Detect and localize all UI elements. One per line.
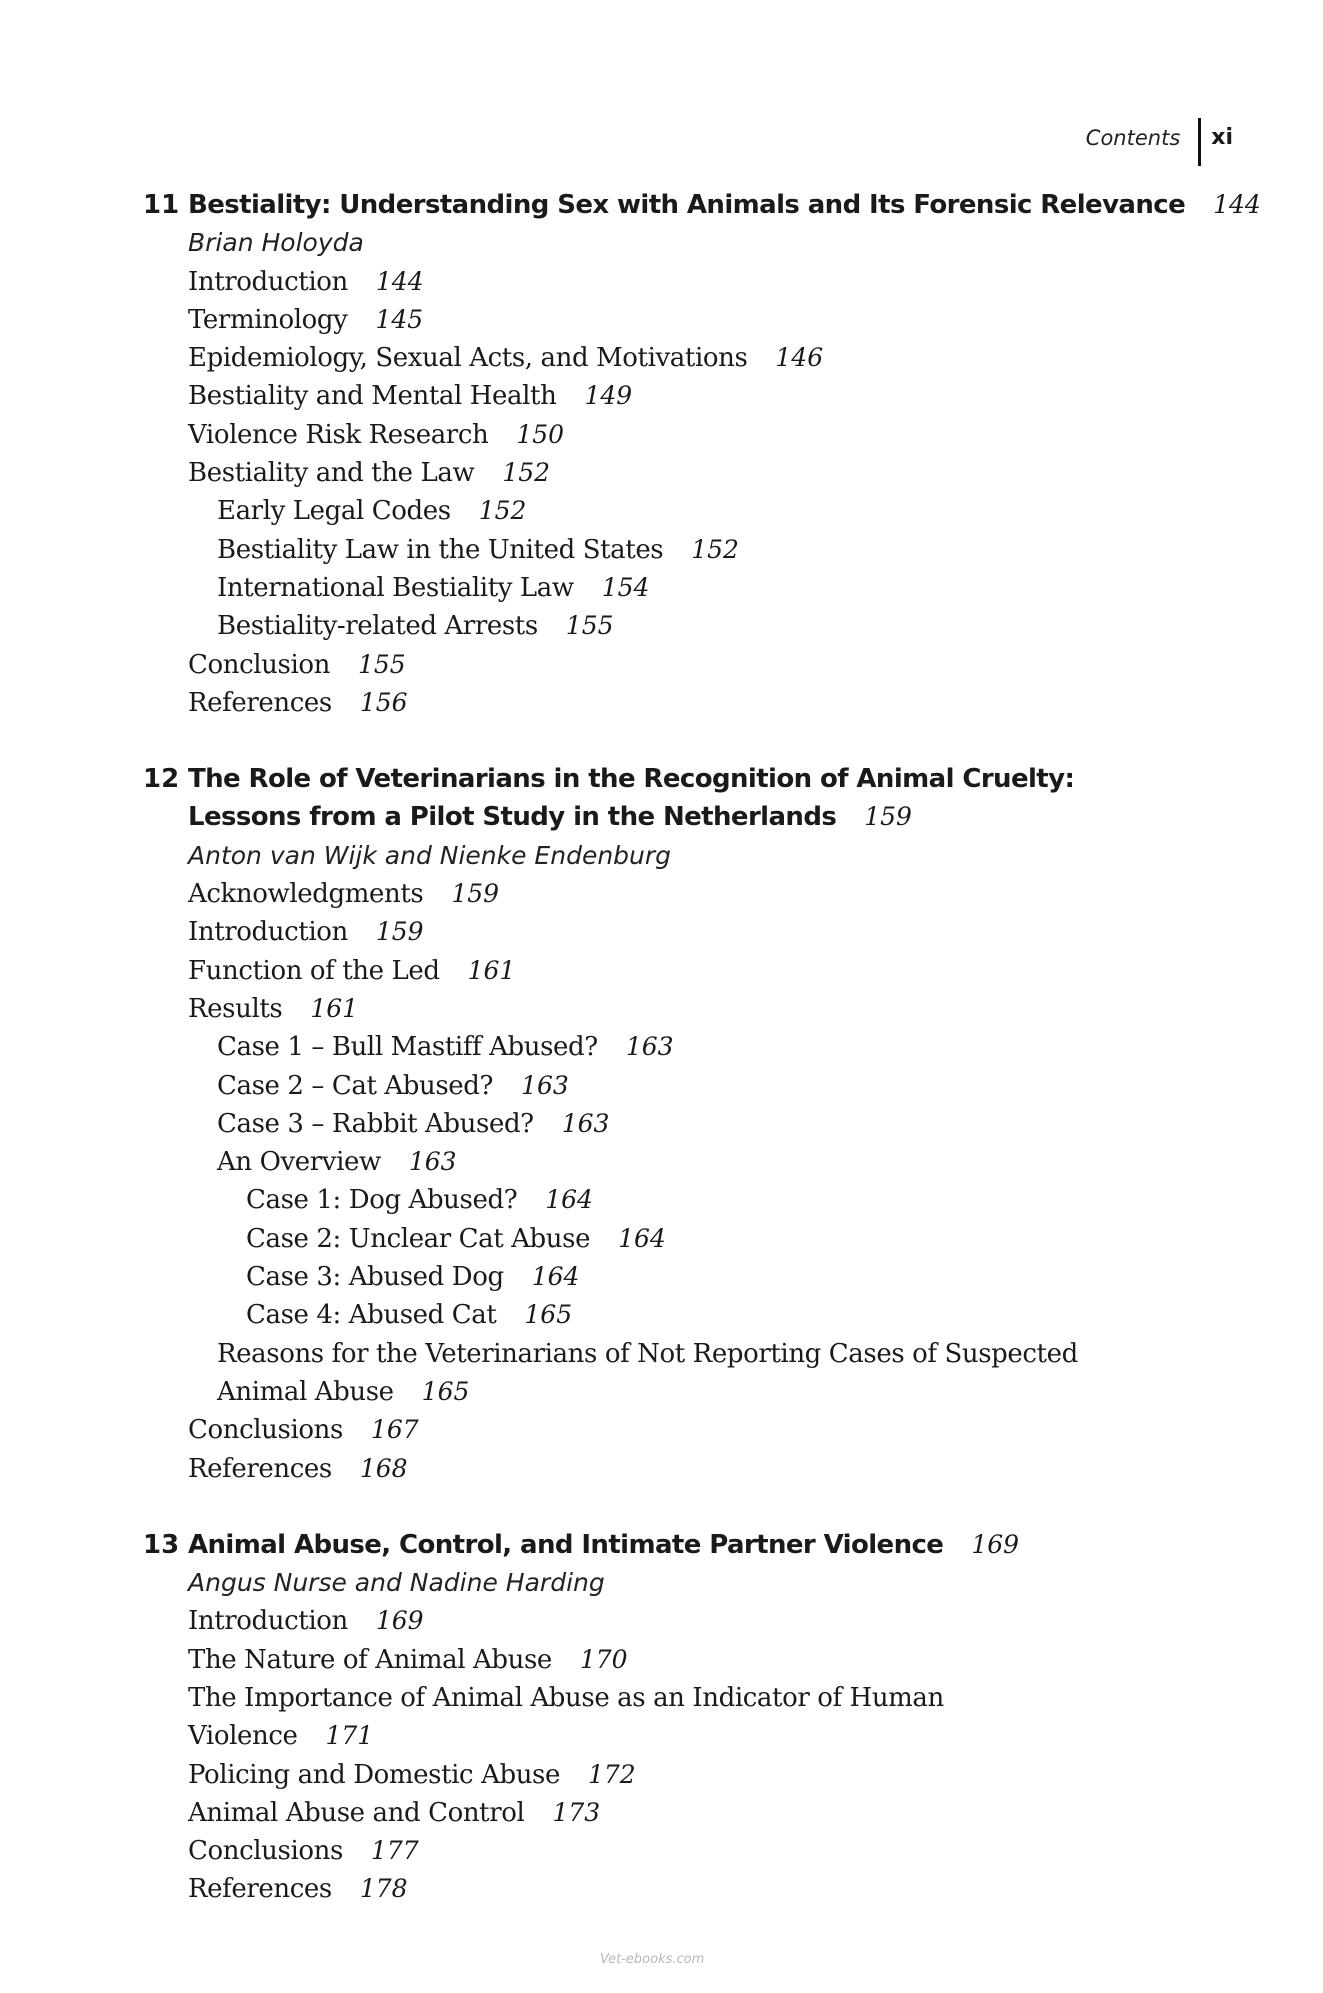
toc-entry-line [0, 1335, 1323, 1373]
running-head [1086, 118, 1233, 166]
chapter-number: 12 [143, 764, 180, 795]
toc-entry-line [0, 952, 1323, 990]
toc-entry-page-number: 163 [625, 1032, 674, 1062]
chapter-author-line [0, 837, 1323, 875]
toc-entry-page-number: 156 [359, 687, 408, 717]
toc-entry-title: Introduction [188, 266, 348, 297]
toc-entry-line [0, 607, 1323, 645]
toc-entry-page-number: 144 [375, 266, 424, 296]
toc-entry-line [0, 1450, 1323, 1488]
toc-entry-line [0, 569, 1323, 607]
toc-entry-title: Case 3: Abused Dog [246, 1262, 504, 1293]
chapter-title[interactable] [188, 798, 912, 836]
toc-entry-line [0, 1181, 1323, 1219]
toc-entry[interactable] [188, 646, 406, 684]
toc-entry-page-number: 163 [561, 1108, 610, 1138]
toc-entry-title: Results [188, 993, 283, 1024]
toc-entry[interactable] [217, 492, 526, 530]
toc-entry-page-number: 152 [478, 496, 527, 526]
toc-entry[interactable] [217, 569, 649, 607]
toc-entry-title: Case 2 – Cat Abused? [217, 1070, 494, 1101]
chapter-author-line [0, 224, 1323, 262]
toc-entry-line [0, 1602, 1323, 1640]
chapter-number: 13 [143, 1529, 180, 1560]
toc-entry-title: Early Legal Codes [217, 496, 451, 527]
toc-entry-title: Case 1 – Bull Mastiff Abused? [217, 1032, 598, 1063]
toc-entry-title: The Importance of Animal Abuse as an Indicator of Human [188, 1682, 944, 1713]
chapter-author-line [0, 1564, 1323, 1602]
toc-entry[interactable] [188, 1870, 408, 1908]
chapter-number: 11 [143, 190, 180, 220]
toc-entry[interactable] [217, 1335, 1078, 1373]
toc-entry-title: Case 4: Abused Cat [246, 1300, 497, 1331]
toc-entry-page-number: 161 [467, 955, 516, 985]
toc-entry-line [0, 492, 1323, 530]
toc-entry-page-number: 164 [545, 1185, 593, 1215]
toc-entry-title: Function of the Led [188, 955, 440, 986]
toc-entry-title: Reasons for the Veterinarians of Not Reporting Cases of Suspected [217, 1338, 1078, 1369]
toc-entry-title: References [188, 1874, 332, 1905]
toc-entry[interactable] [188, 1717, 373, 1755]
toc-entry[interactable] [246, 1296, 572, 1334]
toc-entry-page-number: 155 [357, 649, 406, 679]
toc-entry-line [0, 1411, 1323, 1449]
chapter-title[interactable] [188, 1526, 1019, 1564]
chapter-title-text: Bestiality: Understanding Sex with Animals and Its Forensic Relevance [188, 190, 1186, 220]
toc-entry-line [0, 1220, 1323, 1258]
toc-entry-page-number: 170 [579, 1644, 628, 1674]
toc-entry-line [0, 1143, 1323, 1181]
toc-entry-title: Conclusions [188, 1415, 343, 1446]
toc-entry-page-number: 155 [565, 611, 614, 641]
chapter-author: Brian Holoyda [188, 228, 364, 258]
table-of-contents [0, 186, 1323, 1947]
toc-entry-line [0, 990, 1323, 1028]
toc-entry-title: Introduction [188, 917, 348, 948]
toc-entry-line [0, 263, 1323, 301]
toc-entry-page-number: 173 [552, 1797, 601, 1827]
toc-entry-page-number: 164 [618, 1223, 666, 1253]
toc-entry-line [0, 1832, 1323, 1870]
toc-entry-line [0, 301, 1323, 339]
toc-entry[interactable] [188, 684, 408, 722]
toc-entry[interactable] [188, 1411, 419, 1449]
chapter-heading-line [0, 760, 1323, 798]
chapter-page-number: 144 [1213, 190, 1261, 219]
toc-entry-page-number: 163 [408, 1147, 457, 1177]
toc-entry-line [0, 913, 1323, 951]
chapter-author: Anton van Wijk and Nienke Endenburg [188, 840, 672, 870]
toc-entry[interactable] [217, 1143, 457, 1181]
toc-entry-title: Acknowledgments [188, 879, 424, 910]
toc-entry-line [0, 1870, 1323, 1908]
running-head-page-number: xi [1211, 125, 1233, 150]
chapter-page-number: 169 [971, 1529, 1020, 1559]
watermark: Vet-ebooks.com [600, 1952, 705, 1967]
toc-entry[interactable] [188, 875, 499, 913]
toc-entry-title: An Overview [217, 1147, 381, 1178]
toc-entry[interactable] [188, 377, 632, 415]
toc-entry-page-number: 164 [531, 1262, 580, 1292]
toc-entry-title: Introduction [188, 1606, 348, 1637]
chapter-title-text: Animal Abuse, Control, and Intimate Partner Violence [188, 1529, 944, 1560]
toc-entry-line [0, 1679, 1323, 1717]
toc-entry-line [0, 1373, 1323, 1411]
toc-entry-title: Terminology [188, 304, 348, 335]
toc-entry[interactable] [217, 531, 739, 569]
toc-entry[interactable] [246, 1258, 579, 1296]
toc-chapter [0, 186, 1323, 722]
chapter-heading-line [0, 1526, 1323, 1564]
toc-entry-page-number: 161 [310, 993, 359, 1023]
toc-entry[interactable] [188, 990, 358, 1028]
toc-entry-line [0, 1794, 1323, 1832]
chapter-author: Angus Nurse and Nadine Harding [188, 1568, 605, 1598]
toc-entry-page-number: 169 [375, 1606, 424, 1636]
toc-entry-title: Bestiality Law in the United States [217, 534, 664, 565]
toc-entry-line [0, 1258, 1323, 1296]
toc-entry[interactable] [246, 1220, 666, 1258]
toc-entry-title: Violence Risk Research [188, 419, 489, 450]
toc-entry-title: International Bestiality Law [217, 572, 574, 603]
toc-entry[interactable] [188, 952, 515, 990]
chapter-title[interactable] [188, 186, 1261, 224]
toc-entry-page-number: 165 [524, 1300, 573, 1330]
toc-entry[interactable] [217, 1373, 469, 1411]
toc-entry-page-number: 154 [601, 572, 650, 602]
toc-entry-page-number: 171 [325, 1721, 374, 1751]
toc-entry-line [0, 416, 1323, 454]
toc-entry-title: Case 3 – Rabbit Abused? [217, 1108, 534, 1139]
toc-entry-line [0, 1641, 1323, 1679]
toc-entry-title: Conclusions [188, 1836, 343, 1867]
toc-entry-title: Case 2: Unclear Cat Abuse [246, 1223, 591, 1254]
chapter-title-text: Lessons from a Pilot Study in the Netherlands [188, 802, 837, 833]
toc-entry-page-number: 149 [584, 381, 633, 411]
toc-entry-page-number: 172 [587, 1759, 636, 1789]
toc-entry-title: Animal Abuse [217, 1376, 394, 1407]
toc-entry-line [0, 377, 1323, 415]
toc-entry[interactable] [188, 454, 550, 492]
toc-entry-line [0, 339, 1323, 377]
toc-entry[interactable] [188, 339, 823, 377]
toc-entry[interactable] [188, 1602, 424, 1640]
toc-entry-line [0, 1105, 1323, 1143]
toc-entry-page-number: 167 [370, 1415, 419, 1445]
toc-entry[interactable] [188, 416, 564, 454]
toc-entry[interactable] [188, 1679, 944, 1717]
toc-entry-page-number: 165 [421, 1376, 470, 1406]
chapter-page-number: 159 [864, 802, 912, 832]
toc-entry-line [0, 1296, 1323, 1334]
toc-entry-page-number: 163 [521, 1070, 569, 1100]
toc-entry-page-number: 159 [375, 917, 424, 947]
toc-entry-line [0, 1756, 1323, 1794]
toc-chapter [0, 760, 1323, 1488]
toc-entry[interactable] [188, 301, 423, 339]
toc-entry-line [0, 1028, 1323, 1066]
toc-entry[interactable] [188, 1641, 628, 1679]
running-head-title: Contents [1086, 118, 1201, 166]
toc-entry-page-number: 152 [502, 458, 551, 488]
toc-entry-page-number: 159 [451, 879, 500, 909]
toc-entry[interactable] [217, 607, 614, 645]
toc-entry-title: Bestiality and Mental Health [188, 381, 557, 412]
toc-entry-line [0, 1717, 1323, 1755]
toc-entry-page-number: 168 [359, 1453, 408, 1483]
chapter-heading-line [0, 186, 1323, 224]
toc-entry[interactable] [246, 1181, 593, 1219]
toc-entry-title: References [188, 687, 332, 718]
toc-entry[interactable] [217, 1105, 609, 1143]
toc-entry-page-number: 177 [370, 1836, 419, 1866]
toc-entry-title: Animal Abuse and Control [188, 1797, 525, 1828]
toc-entry-title: Bestiality and the Law [188, 458, 475, 489]
toc-entry[interactable] [188, 263, 424, 301]
toc-entry-page-number: 146 [775, 343, 824, 373]
toc-entry[interactable] [188, 1756, 636, 1794]
toc-entry[interactable] [217, 1067, 569, 1105]
toc-entry[interactable] [188, 913, 424, 951]
toc-entry-title: The Nature of Animal Abuse [188, 1644, 552, 1675]
toc-entry-title: Violence [188, 1721, 298, 1752]
toc-chapter [0, 1526, 1323, 1909]
toc-entry-page-number: 145 [375, 304, 424, 334]
toc-entry[interactable] [188, 1832, 419, 1870]
toc-entry-title: Epidemiology, Sexual Acts, and Motivations [188, 343, 748, 374]
toc-entry-line [0, 454, 1323, 492]
toc-entry-page-number: 150 [516, 419, 565, 449]
toc-entry-line [0, 684, 1323, 722]
chapter-title-text: The Role of Veterinarians in the Recognition of Animal Cruelty: [188, 764, 1075, 795]
toc-entry-line [0, 1067, 1323, 1105]
chapter-title[interactable] [188, 760, 1074, 798]
toc-entry-line [0, 875, 1323, 913]
toc-entry[interactable] [217, 1028, 674, 1066]
chapter-heading-line [0, 798, 1323, 836]
toc-entry-title: Conclusion [188, 649, 330, 680]
toc-entry-page-number: 178 [359, 1874, 408, 1904]
toc-entry-line [0, 531, 1323, 569]
toc-entry[interactable] [188, 1794, 600, 1832]
toc-entry-line [0, 646, 1323, 684]
toc-entry-title: Policing and Domestic Abuse [188, 1759, 560, 1790]
toc-entry-title: References [188, 1453, 332, 1484]
toc-entry[interactable] [188, 1450, 408, 1488]
toc-entry-page-number: 152 [691, 534, 739, 564]
toc-entry-title: Bestiality-related Arrests [217, 611, 538, 642]
toc-entry-title: Case 1: Dog Abused? [246, 1185, 518, 1216]
